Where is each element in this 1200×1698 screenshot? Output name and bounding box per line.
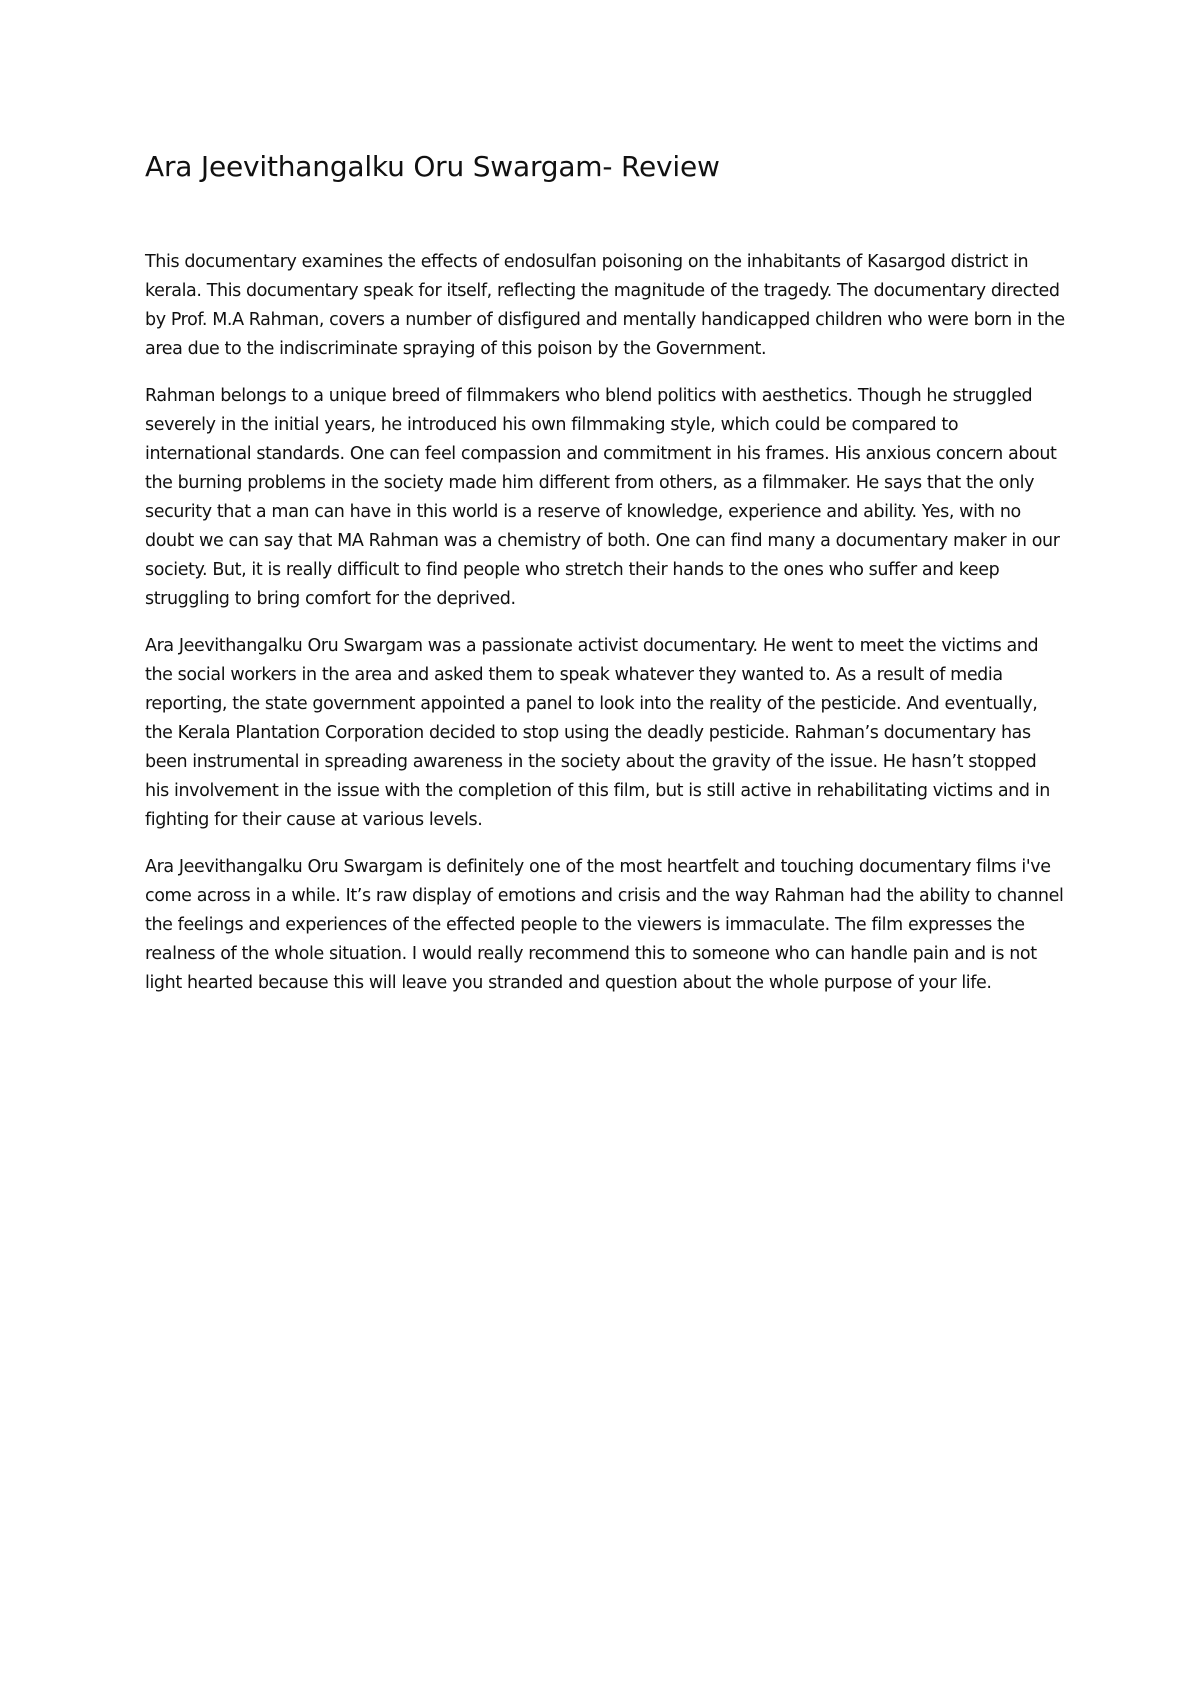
document-title: Ara Jeevithangalku Oru Swargam- Review bbox=[145, 150, 720, 183]
document-body bbox=[145, 150, 1065, 1016]
paragraph-3: Ara Jeevithangalku Oru Swargam was a passionate activist documentary. He went to meet the victims and the social workers in the area and asked them to speak whatever they wanted to. As a result of media reporting, the state government appointed a panel to look into the reality of the pesticide. And eventually, the Kerala Plantation Corporation decided to stop using the deadly pesticide. Rahman’s documentary has been instrumental in spreading awareness in the society about the gravity of the issue. He hasn’t stopped his involvement in the issue with the completion of this film, but is still active in rehabilitating victims and in fighting for their cause at various levels. bbox=[145, 635, 1050, 830]
paragraph-2: Rahman belongs to a unique breed of filmmakers who blend politics with aesthetics. Though he struggled severely in the initial years, he introduced his own filmmaking style, which could be compared to international standards. One can feel compassion and commitment in his frames. His anxious concern about the burning problems in the society made him different from others, as a filmmaker. He says that the only security that a man can have in this world is a reserve of knowledge, experience and ability. Yes, with no doubt we can say that MA Rahman was a chemistry of both. One can find many a documentary maker in our society. But, it is really difficult to find people who stretch their hands to the ones who suffer and keep struggling to bring comfort for the deprived. bbox=[145, 385, 1060, 609]
paragraph-4: Ara Jeevithangalku Oru Swargam is definitely one of the most heartfelt and touching documentary films i've come across in a while. It’s raw display of emotions and crisis and the way Rahman had the ability to channel the feelings and experiences of the effected people to the viewers is immaculate. The film expresses the realness of the whole situation. I would really recommend this to someone who can handle pain and is not light hearted because this will leave you stranded and question about the whole purpose of your life. bbox=[145, 856, 1064, 993]
paragraph-1: This documentary examines the effects of endosulfan poisoning on the inhabitants of Kasargod district in kerala. This documentary speak for itself, reflecting the magnitude of the tragedy. The documentary directed by Prof. M.A Rahman, covers a number of disfigured and mentally handicapped children who were born in the area due to the indiscriminate spraying of this poison by the Government. bbox=[145, 251, 1065, 359]
